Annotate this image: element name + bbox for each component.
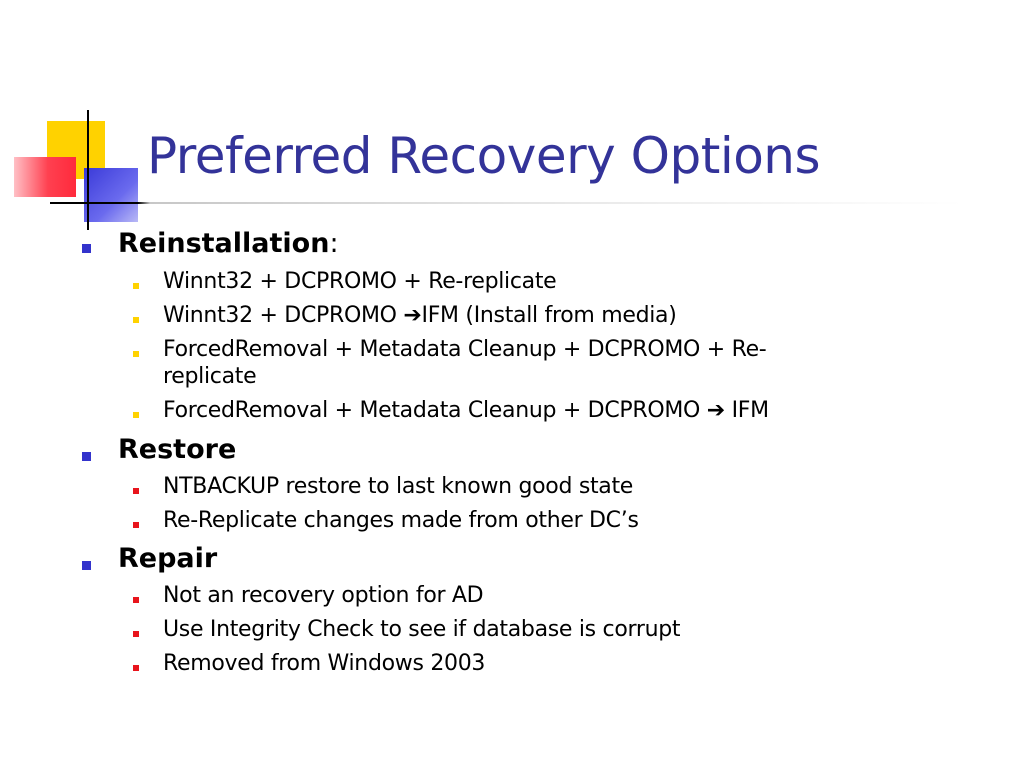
- title-underline: [50, 202, 964, 204]
- level1-bullet-icon: [82, 452, 91, 461]
- section-heading-reinstallation: [118, 227, 339, 261]
- level2-bullet-icon: [133, 412, 139, 418]
- section-heading-text: Reinstallation: [118, 228, 330, 259]
- section-heading-repair: Repair: [118, 543, 218, 574]
- list-item: Re-Replicate changes made from other DC’s: [163, 508, 639, 533]
- list-item: Use Integrity Check to see if database is corrupt: [163, 617, 681, 642]
- slide-title: Preferred Recovery Options: [147, 127, 821, 185]
- level2-bullet-icon: [133, 351, 139, 357]
- level1-bullet-icon: [82, 561, 91, 570]
- level2-bullet-icon: [133, 665, 139, 671]
- level2-bullet-icon: [133, 522, 139, 528]
- level2-bullet-icon: [133, 283, 139, 289]
- decorative-vertical-line: [87, 110, 89, 230]
- list-item: Winnt32 + DCPROMO + Re-replicate: [163, 269, 557, 294]
- level1-bullet-icon: [82, 244, 91, 253]
- level2-bullet-icon: [133, 488, 139, 494]
- decorative-blue-square: [84, 168, 138, 222]
- list-item: Not an recovery option for AD: [163, 583, 484, 608]
- list-item: ForcedRemoval + Metadata Cleanup + DCPROMO ➔ IFM: [163, 398, 769, 423]
- level2-bullet-icon: [133, 631, 139, 637]
- list-item-continuation: replicate: [163, 364, 257, 389]
- section-heading-suffix: :: [329, 228, 339, 259]
- level2-bullet-icon: [133, 597, 139, 603]
- list-item: Winnt32 + DCPROMO ➔IFM (Install from media): [163, 303, 677, 328]
- list-item: ForcedRemoval + Metadata Cleanup + DCPROMO + Re-: [163, 337, 767, 362]
- list-item: Removed from Windows 2003: [163, 651, 486, 676]
- decorative-red-bar: [14, 157, 76, 197]
- section-heading-restore: Restore: [118, 434, 237, 465]
- list-item: NTBACKUP restore to last known good state: [163, 474, 634, 499]
- level2-bullet-icon: [133, 317, 139, 323]
